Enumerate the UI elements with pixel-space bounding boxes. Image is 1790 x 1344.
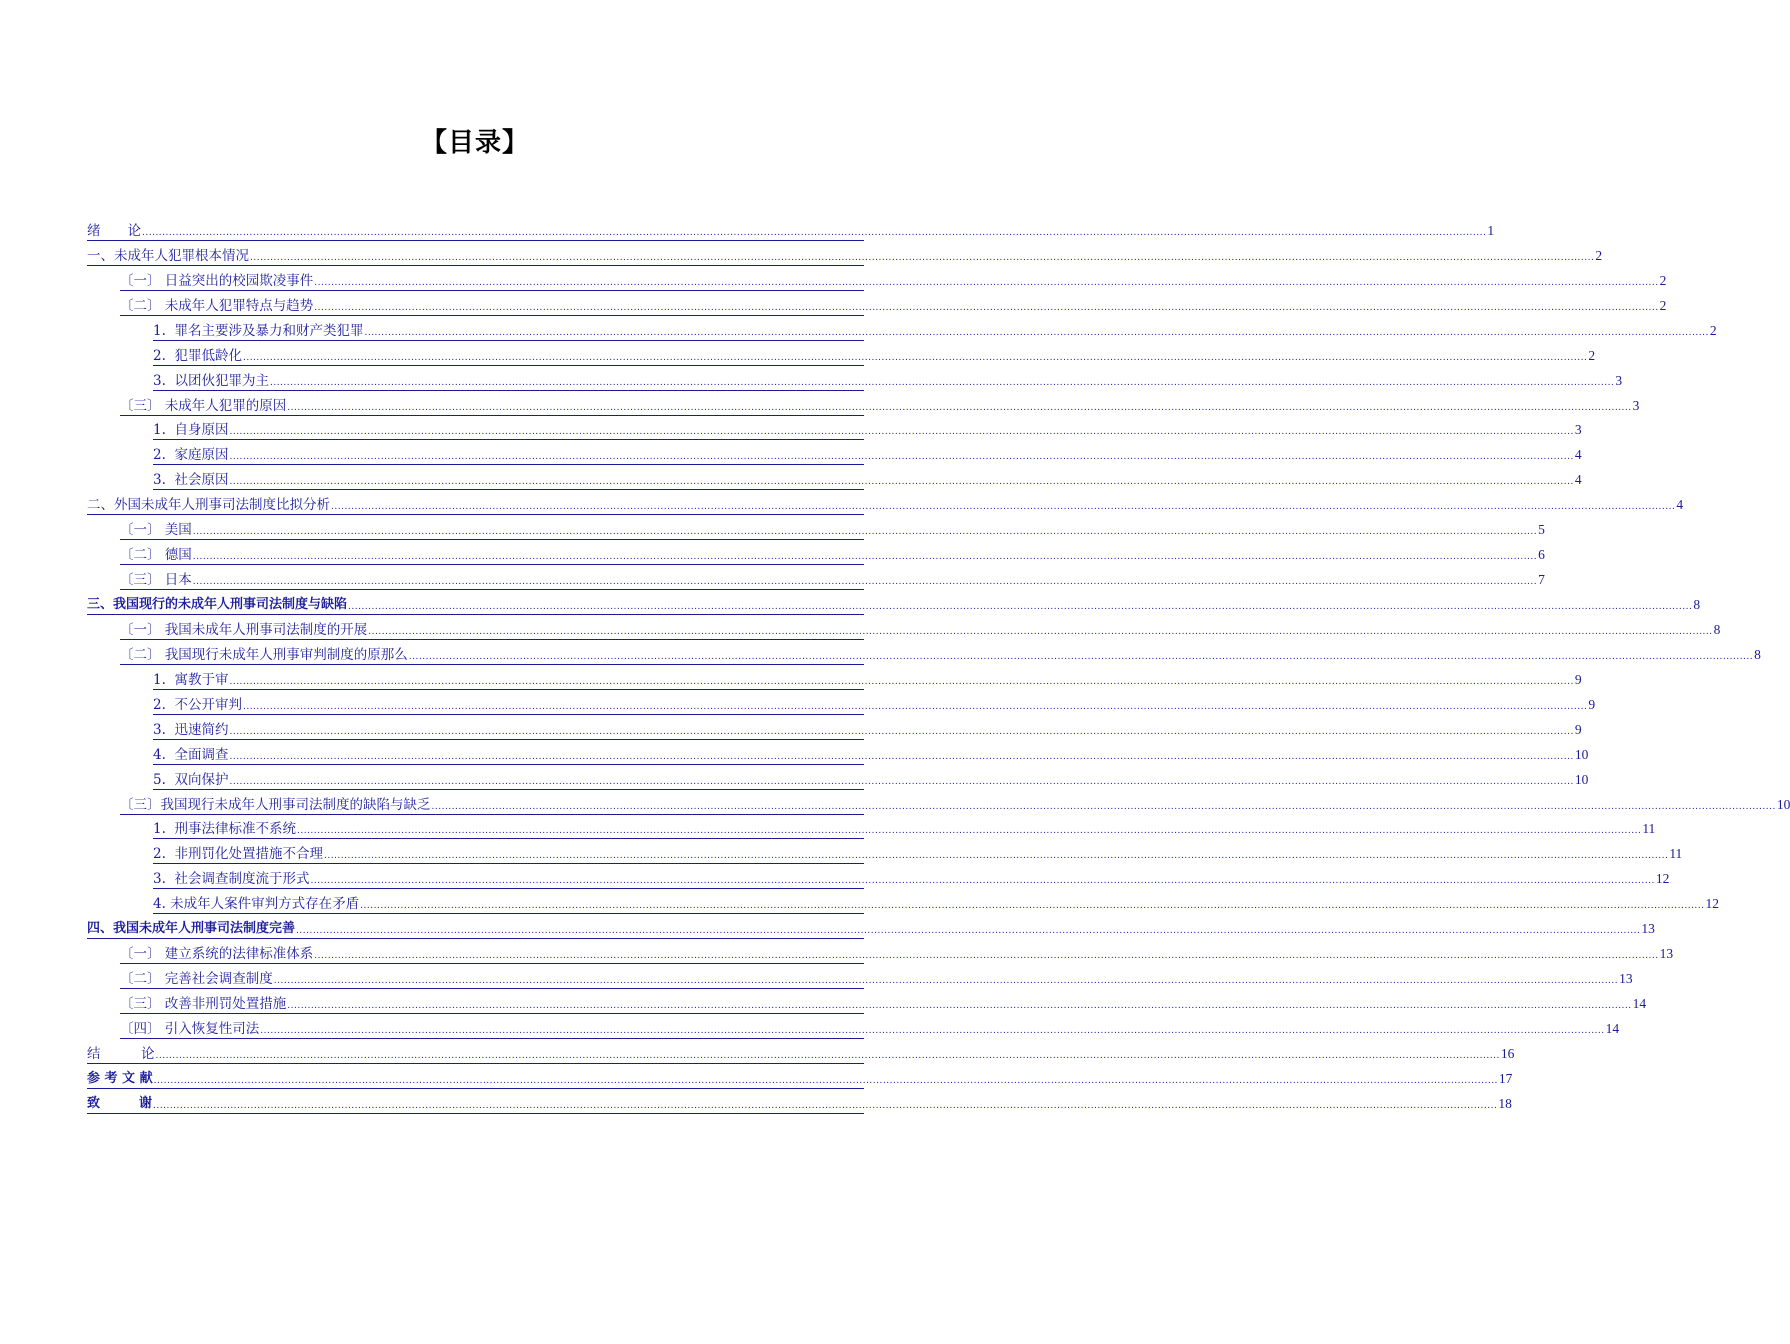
toc-page-number: 18 xyxy=(1498,1095,1512,1111)
toc-entry-label: 〔三〕 日本 xyxy=(120,572,192,589)
toc-leader-dots: ................................................................................................................................................................................................................................................................................................................................................................................................................ xyxy=(360,901,1705,912)
toc-leader-dots: ................................................................................................................................................................................................................................................................................................................................................................................................................ xyxy=(153,1100,1498,1111)
toc-page-number: 11 xyxy=(1642,821,1656,837)
toc-entry-row xyxy=(120,522,1545,540)
toc-page-number: 6 xyxy=(1538,547,1545,563)
toc-leader-dots: ................................................................................................................................................................................................................................................................................................................................................................................................................ xyxy=(242,701,1588,712)
toc-entry-label: 〔一〕 建立系统的法律标准体系 xyxy=(120,946,314,963)
toc-entry[interactable] xyxy=(120,1014,1620,1039)
toc-entry-row xyxy=(120,397,1640,416)
toc-entry-row xyxy=(153,821,1656,839)
toc-entry-row xyxy=(120,297,1667,316)
toc-entry-row xyxy=(120,646,1761,665)
toc-entry-row xyxy=(153,771,1589,790)
toc-leader-dots: ................................................................................................................................................................................................................................................................................................................................................................................................................ xyxy=(287,1001,1632,1011)
toc-entry-label: 〔二〕 德国 xyxy=(120,547,192,564)
toc-entry[interactable] xyxy=(87,241,1603,266)
toc-entry-label: 〔二〕 我国现行未成年人刑事审判制度的原那么 xyxy=(120,646,408,663)
toc-entry-row xyxy=(153,447,1582,465)
toc-page-number: 1 xyxy=(1487,222,1495,238)
toc-page-number: 3 xyxy=(1574,422,1582,438)
toc-entry-label: 〔二〕 完善社会调查制度 xyxy=(120,971,273,988)
toc-page-number: 3 xyxy=(1615,372,1623,388)
toc-entry-label: 〔三〕 改善非刑罚处置措施 xyxy=(120,996,287,1012)
toc-entry[interactable] xyxy=(87,590,1701,615)
toc-entry-label: 1. 自身原因 xyxy=(153,422,229,439)
toc-entry-label: 一、未成年人犯罪根本情况 xyxy=(87,247,249,264)
toc-entry-label: 二、外国未成年人刑事司法制度比拟分析 xyxy=(87,497,330,514)
toc-entry-label: 3. 以团伙犯罪为主 xyxy=(153,372,269,389)
toc-entry-label: 三、我国现行的未成年人刑事司法制度与缺陷 xyxy=(87,597,348,612)
toc-entry-row xyxy=(87,1045,1515,1064)
toc-entry-label: 1. 寓教于审 xyxy=(153,671,229,688)
toc-entry[interactable] xyxy=(153,740,1589,765)
toc-entry-row xyxy=(153,372,1623,391)
toc-entry-row xyxy=(153,696,1596,715)
toc-page-number: 2 xyxy=(1588,347,1596,363)
toc-entry-label: 3. 社会调查制度流于形式 xyxy=(153,871,310,888)
toc-page-number: 9 xyxy=(1574,671,1582,687)
toc-page-number: 11 xyxy=(1669,846,1683,862)
toc-entry[interactable] xyxy=(120,266,1667,291)
toc-page-number: 13 xyxy=(1619,971,1633,987)
toc-entry-row xyxy=(153,846,1683,864)
toc-leader-dots: ................................................................................................................................................................................................................................................................................................................................................................................................................ xyxy=(155,1050,1500,1061)
toc-entry[interactable] xyxy=(120,939,1674,964)
toc-leader-dots: ................................................................................................................................................................................................................................................................................................................................................................................................................ xyxy=(331,502,1676,513)
toc-entry-row xyxy=(153,347,1596,366)
toc-entry[interactable] xyxy=(120,515,1545,540)
toc-entry-row xyxy=(120,272,1667,291)
toc-page-number: 8 xyxy=(1754,646,1761,662)
toc-leader-dots: ................................................................................................................................................................................................................................................................................................................................................................................................................ xyxy=(229,452,1574,463)
toc-entry[interactable] xyxy=(87,216,1495,241)
toc-entry-row xyxy=(87,921,1655,939)
toc-entry-row xyxy=(87,1095,1512,1114)
toc-entry-row xyxy=(153,322,1717,341)
toc-page-number: 12 xyxy=(1655,871,1670,887)
toc-entry-row xyxy=(153,422,1582,440)
toc-leader-dots: ................................................................................................................................................................................................................................................................................................................................................................................................................ xyxy=(323,851,1669,862)
toc-entry[interactable] xyxy=(153,690,1596,715)
toc-entry[interactable] xyxy=(153,765,1589,790)
toc-page-number: 14 xyxy=(1605,1020,1620,1036)
toc-page-number: 13 xyxy=(1659,946,1674,962)
toc-entry[interactable] xyxy=(153,341,1596,366)
toc-entry-row xyxy=(153,746,1589,765)
toc-entry-label: 四、我国未成年人刑事司法制度完善 xyxy=(87,921,296,937)
toc-entry-row xyxy=(87,1070,1513,1089)
toc-entry-label: 1. 罪名主要涉及暴力和财产类犯罪 xyxy=(153,322,364,339)
toc-entry-label: 结 论 xyxy=(87,1045,155,1062)
toc-page-number: 10 xyxy=(1776,796,1790,812)
toc-leader-dots: ................................................................................................................................................................................................................................................................................................................................................................................................................ xyxy=(192,527,1538,538)
toc-leader-dots: ................................................................................................................................................................................................................................................................................................................................................................................................................ xyxy=(431,801,1776,812)
toc-entry-label: 〔一〕 美国 xyxy=(120,522,192,539)
toc-entry[interactable] xyxy=(87,914,1655,939)
toc-leader-dots: ................................................................................................................................................................................................................................................................................................................................................................................................................ xyxy=(296,826,1642,837)
toc-page-number: 2 xyxy=(1659,297,1667,313)
toc-entry-row xyxy=(87,222,1495,241)
toc-page-number: 8 xyxy=(1693,597,1701,612)
toc-entry[interactable] xyxy=(120,291,1667,316)
toc-leader-dots: ................................................................................................................................................................................................................................................................................................................................................................................................................ xyxy=(310,876,1655,887)
toc-leader-dots: ................................................................................................................................................................................................................................................................................................................................................................................................................ xyxy=(314,302,1659,313)
toc-entry-row xyxy=(120,547,1545,565)
toc-page-number: 2 xyxy=(1595,247,1603,263)
toc-entry-label: 5. 双向保护 xyxy=(153,771,229,788)
toc-leader-dots: ................................................................................................................................................................................................................................................................................................................................................................................................................ xyxy=(153,1075,1498,1086)
toc-leader-dots: ................................................................................................................................................................................................................................................................................................................................................................................................................ xyxy=(314,277,1659,288)
toc-entry-row xyxy=(153,721,1582,740)
toc-entry[interactable] xyxy=(153,815,1656,840)
toc-entry-label: 1. 刑事法律标准不系统 xyxy=(153,821,296,838)
toc-leader-dots: ................................................................................................................................................................................................................................................................................................................................................................................................................ xyxy=(142,227,1487,238)
toc-leader-dots: ................................................................................................................................................................................................................................................................................................................................................................................................................ xyxy=(314,951,1659,962)
toc-entry-label: 4. 未成年人案件审判方式存在矛盾 xyxy=(153,896,360,913)
toc-leader-dots: ................................................................................................................................................................................................................................................................................................................................................................................................................ xyxy=(229,751,1574,762)
toc-entry[interactable] xyxy=(153,366,1623,391)
toc-entry-label: 〔一〕 日益突出的校园欺凌事件 xyxy=(120,272,314,289)
toc-entry-label: 〔三〕 未成年人犯罪的原因 xyxy=(120,397,287,414)
toc-leader-dots: ................................................................................................................................................................................................................................................................................................................................................................................................................ xyxy=(192,577,1538,588)
toc-entry[interactable] xyxy=(120,989,1647,1014)
toc-page-number: 4 xyxy=(1676,497,1684,513)
toc-entry-row xyxy=(153,671,1582,690)
toc-entry[interactable] xyxy=(120,540,1545,565)
toc-entry-row xyxy=(153,472,1582,490)
toc-entry-label: 2. 不公开审判 xyxy=(153,696,242,713)
toc-entry[interactable] xyxy=(153,715,1582,740)
toc-entry-label: 〔三〕我国现行未成年人刑事司法制度的缺陷与缺乏 xyxy=(120,796,431,813)
toc-entry-label: 4. 全面调查 xyxy=(153,746,229,763)
toc-entry[interactable] xyxy=(87,1064,1513,1089)
toc-page-number: 17 xyxy=(1498,1070,1513,1086)
toc-entry-row xyxy=(153,896,1720,914)
toc-entry-label: 参 考 文 献 xyxy=(87,1070,153,1086)
toc-page-number: 5 xyxy=(1538,522,1545,538)
toc-entry-row xyxy=(87,247,1603,266)
toc-page-number: 13 xyxy=(1641,921,1655,937)
toc-leader-dots: ................................................................................................................................................................................................................................................................................................................................................................................................................ xyxy=(296,926,1641,937)
toc-page-number: 2 xyxy=(1659,272,1667,288)
toc-leader-dots: ................................................................................................................................................................................................................................................................................................................................................................................................................ xyxy=(192,552,1538,563)
toc-entry[interactable] xyxy=(120,964,1633,989)
toc-entry[interactable] xyxy=(120,640,1761,665)
page-title: 【目录】 xyxy=(420,128,529,158)
toc-leader-dots: ................................................................................................................................................................................................................................................................................................................................................................................................................ xyxy=(229,477,1574,488)
toc-entry-row xyxy=(87,497,1684,515)
toc-entry-label: 3. 迅速简约 xyxy=(153,721,229,738)
toc-page-number: 4 xyxy=(1574,447,1582,463)
toc-entry[interactable] xyxy=(120,790,1790,815)
toc-page-number: 7 xyxy=(1538,572,1545,588)
toc-leader-dots: ................................................................................................................................................................................................................................................................................................................................................................................................................ xyxy=(229,676,1574,687)
toc-entry-row xyxy=(120,1020,1620,1039)
toc-entry-label: 〔一〕 我国未成年人刑事司法制度的开展 xyxy=(120,621,368,638)
toc-entry-label: 3. 社会原因 xyxy=(153,472,229,489)
toc-entry-row xyxy=(120,572,1545,590)
toc-page-number: 9 xyxy=(1588,696,1596,712)
toc-entry-label: 2. 家庭原因 xyxy=(153,447,229,464)
toc-page-number: 2 xyxy=(1709,322,1717,338)
toc-entry[interactable] xyxy=(120,615,1721,640)
toc-entry[interactable] xyxy=(153,665,1582,690)
toc-page-number: 14 xyxy=(1632,996,1647,1011)
toc-page-number: 4 xyxy=(1574,472,1582,488)
toc-entry-row xyxy=(120,621,1721,640)
toc-entry[interactable] xyxy=(153,316,1717,341)
toc-leader-dots: ................................................................................................................................................................................................................................................................................................................................................................................................................ xyxy=(368,626,1713,637)
toc-leader-dots: ................................................................................................................................................................................................................................................................................................................................................................................................................ xyxy=(287,402,1632,413)
toc-entry[interactable] xyxy=(120,391,1640,416)
toc-entry-label: 2. 犯罪低龄化 xyxy=(153,347,242,364)
toc-leader-dots: ................................................................................................................................................................................................................................................................................................................................................................................................................ xyxy=(242,352,1588,363)
toc-leader-dots: ................................................................................................................................................................................................................................................................................................................................................................................................................ xyxy=(273,976,1619,987)
toc-entry-label: 〔四〕 引入恢复性司法 xyxy=(120,1020,260,1037)
toc-entry[interactable] xyxy=(153,839,1683,864)
toc-entry[interactable] xyxy=(153,465,1582,490)
toc-leader-dots: ................................................................................................................................................................................................................................................................................................................................................................................................................ xyxy=(229,776,1574,787)
toc-entry[interactable] xyxy=(153,440,1582,465)
toc-entry[interactable] xyxy=(87,1039,1515,1064)
toc-entry-row xyxy=(153,871,1670,889)
toc-page-number: 16 xyxy=(1500,1045,1515,1061)
toc-leader-dots: ................................................................................................................................................................................................................................................................................................................................................................................................................ xyxy=(260,1025,1605,1036)
toc-entry[interactable] xyxy=(153,416,1582,441)
toc-entry-row xyxy=(120,796,1790,815)
toc-entry-row xyxy=(120,971,1633,989)
toc-entry-label: 致 谢 xyxy=(87,1095,153,1111)
toc-page-number: 8 xyxy=(1713,621,1721,637)
toc-entry-row xyxy=(87,597,1701,615)
toc-entry[interactable] xyxy=(153,864,1670,889)
toc-leader-dots: ................................................................................................................................................................................................................................................................................................................................................................................................................ xyxy=(229,427,1574,438)
toc-entry[interactable] xyxy=(120,565,1545,590)
toc-leader-dots: ................................................................................................................................................................................................................................................................................................................................................................................................................ xyxy=(364,327,1709,338)
toc-page-number: 12 xyxy=(1705,896,1720,912)
toc-entry[interactable] xyxy=(153,889,1720,914)
toc-entry-row xyxy=(120,996,1647,1014)
toc-entry-label: 〔二〕 未成年人犯罪特点与趋势 xyxy=(120,297,314,314)
toc-leader-dots: ................................................................................................................................................................................................................................................................................................................................................................................................................ xyxy=(348,602,1693,612)
toc-entry-row xyxy=(120,946,1674,964)
toc-page-number: 10 xyxy=(1574,746,1589,762)
toc-page-number: 3 xyxy=(1632,397,1640,413)
table-of-contents xyxy=(87,216,1790,1114)
toc-entry[interactable] xyxy=(87,490,1684,515)
toc-entry[interactable] xyxy=(87,1089,1512,1114)
toc-entry-label: 2. 非刑罚化处置措施不合理 xyxy=(153,846,323,863)
toc-leader-dots: ................................................................................................................................................................................................................................................................................................................................................................................................................ xyxy=(408,651,1754,662)
toc-page-number: 9 xyxy=(1574,721,1582,737)
toc-entry-label: 绪 论 xyxy=(87,222,141,239)
toc-leader-dots: ................................................................................................................................................................................................................................................................................................................................................................................................................ xyxy=(250,252,1595,263)
toc-page-number: 10 xyxy=(1574,771,1589,787)
toc-leader-dots: ................................................................................................................................................................................................................................................................................................................................................................................................................ xyxy=(229,726,1574,737)
toc-leader-dots: ................................................................................................................................................................................................................................................................................................................................................................................................................ xyxy=(269,377,1615,388)
